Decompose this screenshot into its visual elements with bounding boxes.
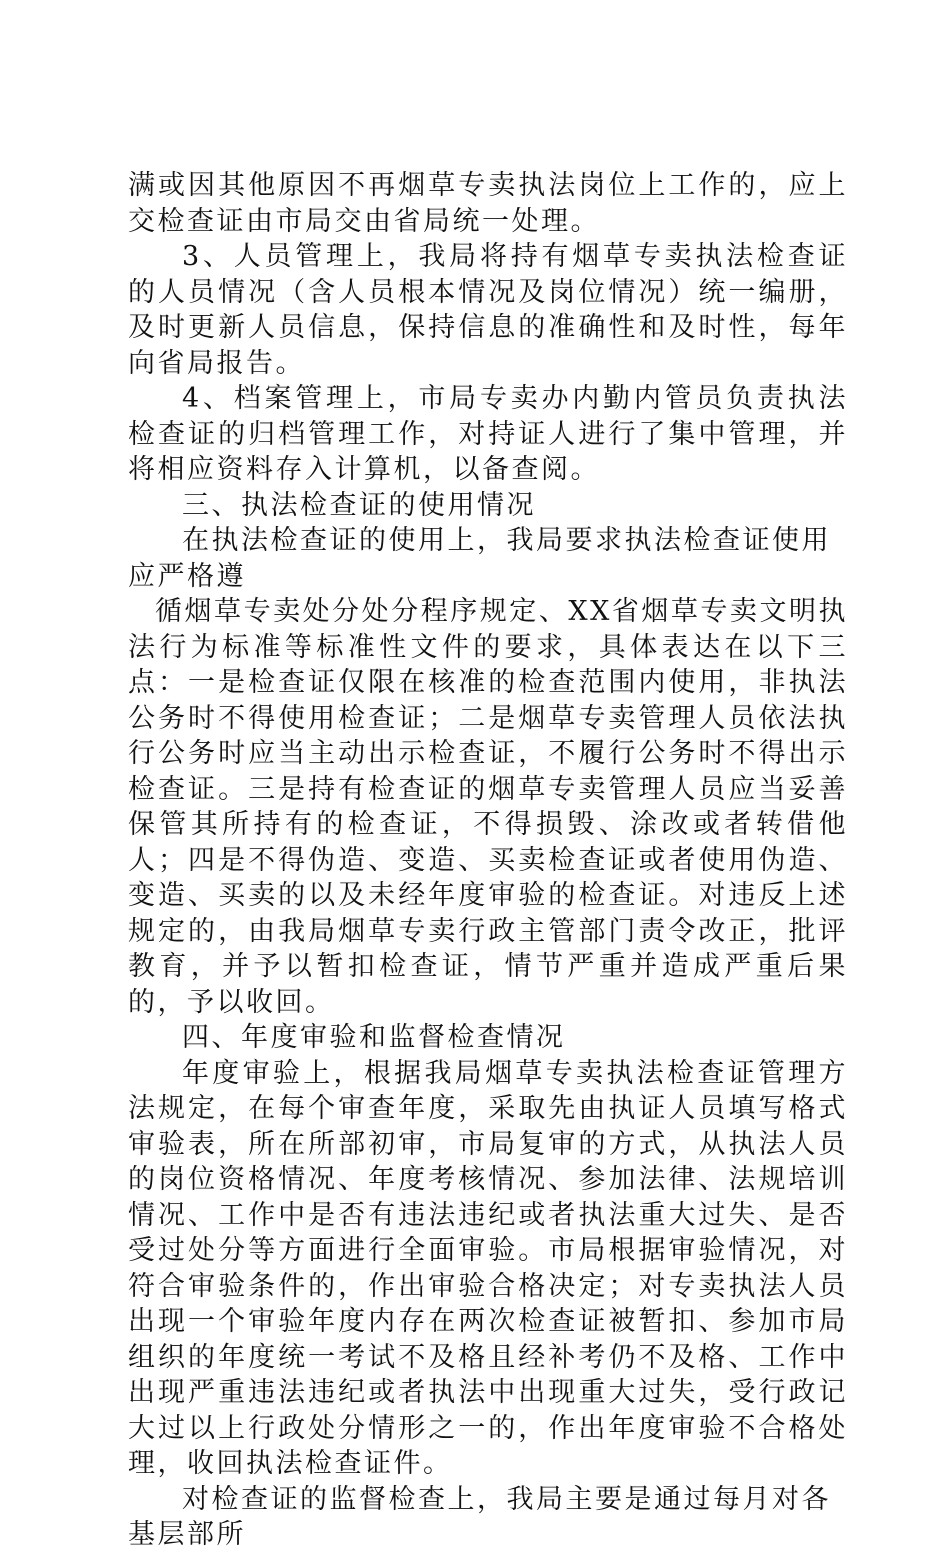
paragraph-annual-review: 年度审验上，根据我局烟草专卖执法检查证管理方法规定，在每个审查年度，采取先由执证人员填写格式审验表，所在所部初审，市局复审的方式，从执法人员的岗位资格情况、年度考核情况、参加法律、法规培训情况、工作中是否有违法违纪或者执法重大过失、是否受过处分等方面进行全面审验。市局根据审验情况，对符合审验条件的，作出审验合格决定；对专卖执法人员出现一个审验年度内存在两次检查证被暂扣、参加市局组织的年度统一考试不及格且经补考仍不及格、工作中出现严重违法违纪或者执法中出现重大过失，受行政记大过以上行政处分情形之一的，作出年度审验不合格处理，收回执法检查证件。 bbox=[128, 1057, 848, 1479]
paragraph-item-4: 4、档案管理上，市局专卖办内勤内管员负责执法检查证的归档管理工作，对持证人进行了集中管理，并将相应资料存入计算机，以备查阅。 bbox=[128, 383, 848, 485]
section-heading-3: 三、执法检查证的使用情况 bbox=[182, 489, 536, 521]
document-page bbox=[128, 168, 848, 1553]
paragraph-usage-intro: 在执法检查证的使用上，我局要求执法检查证使用应严格遵 bbox=[128, 525, 831, 592]
paragraph-supervision: 对检查证的监督检查上，我局主要是通过每月对各基层部所 bbox=[128, 1483, 831, 1550]
paragraph-usage-rules: 循烟草专卖处分处分程序规定、XX省烟草专卖文明执法行为标准等标准性文件的要求，具体表达在以下三点：一是检查证仅限在核准的检查范围内使用，非执法公务时不得使用检查证；二是烟草专卖管理人员依法执行公务时应当主动出示检查证，不履行公务时不得出示检查证。三是持有检查证的烟草专卖管理人员应当妥善保管其所持有的检查证，不得损毁、涂改或者转借他人；四是不得伪造、变造、买卖检查证或者使用伪造、变造、买卖的以及未经年度审验的检查证。对违反上述规定的，由我局烟草专卖行政主管部门责令改正，批评教育，并予以暂扣检查证，情节严重并造成严重后果的，予以收回。 bbox=[128, 596, 848, 1018]
section-heading-4: 四、年度审验和监督检查情况 bbox=[182, 1022, 566, 1053]
paragraph-continuation: 满或因其他原因不再烟草专卖执法岗位上工作的，应上交检查证由市局交由省局统一处理。 bbox=[128, 170, 848, 237]
paragraph-item-3: 3、人员管理上，我局将持有烟草专卖执法检查证的人员情况（含人员根本情况及岗位情况）统一编册，及时更新人员信息，保持信息的准确性和及时性，每年向省局报告。 bbox=[128, 241, 848, 379]
